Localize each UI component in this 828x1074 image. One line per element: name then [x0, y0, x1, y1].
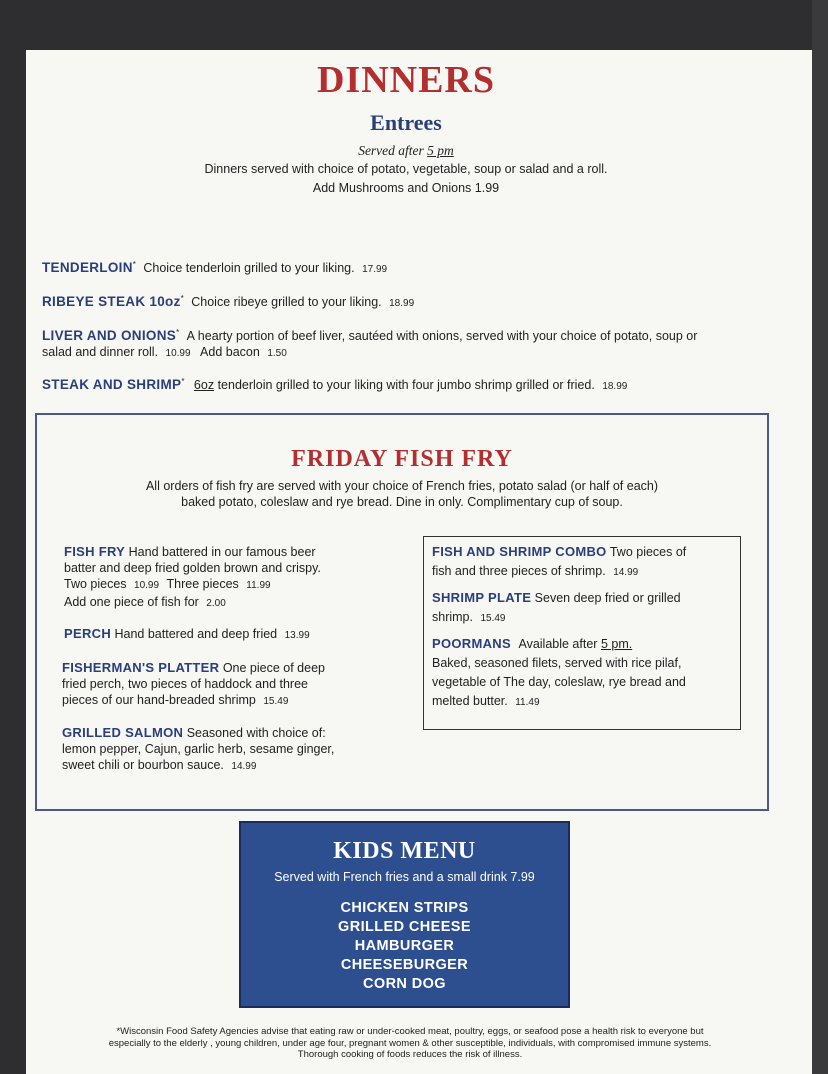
- entree-extra: Add bacon: [200, 345, 260, 360]
- item-desc: Seasoned with choice of:: [186, 726, 326, 740]
- entree-name: RIBEYE STEAK 10oz: [42, 294, 181, 310]
- item-name: FISHERMAN'S PLATTER: [62, 660, 220, 675]
- fish-fry-item: [432, 634, 737, 712]
- item-desc: Hand battered and deep fried: [114, 627, 278, 641]
- item-desc: Available after: [518, 637, 598, 651]
- kids-menu-title: KIDS MENU: [333, 838, 476, 864]
- asterisk: *: [181, 377, 185, 386]
- entree-price: 17.99: [362, 264, 388, 276]
- entree-desc-cont: salad and dinner roll.: [42, 345, 159, 360]
- entree-name: TENDERLOIN: [42, 260, 133, 276]
- item-option: Three pieces: [166, 577, 239, 591]
- entree-name: STEAK AND SHRIMP: [42, 377, 182, 393]
- served-prefix: Served after: [358, 143, 428, 158]
- item-name: GRILLED SALMON: [62, 725, 184, 740]
- entree-desc: Choice tenderloin grilled to your liking.: [143, 261, 355, 276]
- item-desc: shrimp.: [432, 610, 473, 624]
- fish-fry-item: [64, 544, 414, 612]
- item-name: FISH FRY: [64, 544, 126, 559]
- fish-fry-item: [64, 626, 414, 644]
- item-desc: Two pieces of: [609, 545, 687, 559]
- kids-menu-list: [239, 899, 570, 994]
- item-name: PERCH: [64, 626, 112, 641]
- item-price: 11.99: [246, 580, 271, 591]
- item-desc-underlined: 5 pm.: [600, 637, 633, 651]
- item-price: 10.99: [134, 580, 160, 591]
- page-title: DINNERS: [316, 59, 496, 101]
- kids-item: GRILLED CHEESE: [338, 919, 471, 935]
- entree-item: [42, 291, 782, 312]
- kids-item: CORN DOG: [363, 976, 446, 992]
- item-price: 14.99: [231, 761, 257, 772]
- item-desc: One piece of deep: [222, 661, 325, 675]
- item-price: 14.99: [613, 567, 639, 578]
- entree-desc-underlined: 6oz: [193, 378, 215, 393]
- fish-fry-item: [432, 542, 737, 582]
- item-desc: pieces of our hand-breaded shrimp: [62, 693, 256, 707]
- food-safety-line-2: especially to the elderly , young children, under age four, pregnant women & other susceptible, individuals, with compromised immune systems.: [108, 1038, 712, 1049]
- fish-fry-intro-1: All orders of fish fry are served with your choice of French fries, potato salad (or half of each): [145, 479, 659, 493]
- item-price: 2.00: [206, 598, 226, 609]
- add-mushrooms-note: Add Mushrooms and Onions 1.99: [312, 181, 500, 195]
- served-time: 5 pm: [427, 143, 454, 158]
- entree-desc: tenderloin grilled to your liking with four jumbo shrimp grilled or fried.: [217, 378, 595, 393]
- asterisk: *: [132, 260, 136, 269]
- food-safety-line-1: *Wisconsin Food Safety Agencies advise that eating raw or under-cooked meat, poultry, eggs, or seafood pose a health risk to everyone but: [116, 1026, 704, 1037]
- item-desc: sweet chili or bourbon sauce.: [62, 758, 224, 772]
- item-desc: Hand battered in our famous beer: [128, 545, 316, 559]
- dinner-sides-note: Dinners served with choice of potato, vegetable, soup or salad and a roll.: [204, 162, 608, 176]
- entree-desc: A hearty portion of beef liver, sautéed with onions, served with your choice of potato, soup or: [186, 329, 698, 344]
- kids-item: CHEESEBURGER: [340, 957, 469, 973]
- item-option: Add one piece of fish for: [64, 595, 199, 609]
- item-desc: fish and three pieces of shrimp.: [432, 564, 606, 578]
- item-price: 11.49: [515, 697, 540, 708]
- background-edge: [812, 0, 828, 1074]
- fish-fry-item: [62, 725, 412, 775]
- entree-desc: Choice ribeye grilled to your liking.: [191, 295, 382, 310]
- item-desc: batter and deep fried golden brown and crispy.: [64, 561, 321, 575]
- kids-item: HAMBURGER: [354, 938, 455, 954]
- entree-name: LIVER AND ONIONS: [42, 328, 177, 344]
- food-safety-line-3: Thorough cooking of foods reduces the risk of illness.: [297, 1049, 523, 1060]
- asterisk: *: [180, 294, 184, 303]
- item-desc: melted butter.: [432, 694, 508, 708]
- kids-item: CHICKEN STRIPS: [340, 900, 469, 916]
- item-option: Two pieces: [64, 577, 127, 591]
- entree-extra-price: 1.50: [267, 348, 287, 360]
- fish-fry-intro-2: baked potato, coleslaw and rye bread. Dine in only. Complimentary cup of soup.: [181, 495, 623, 509]
- item-desc: fried perch, two pieces of haddock and three: [62, 677, 308, 691]
- fish-fry-title: FRIDAY FISH FRY: [291, 446, 513, 472]
- item-desc: lemon pepper, Cajun, garlic herb, sesame ginger,: [62, 742, 335, 756]
- asterisk: *: [176, 328, 180, 337]
- entrees-heading: Entrees: [370, 110, 442, 135]
- item-desc: Seven deep fried or grilled: [534, 591, 681, 605]
- entree-price: 10.99: [165, 348, 191, 360]
- entree-item: [42, 325, 782, 362]
- item-price: 15.49: [480, 613, 506, 624]
- fish-fry-item: [62, 660, 412, 710]
- entree-item: [42, 257, 782, 278]
- kids-menu-subtitle: Served with French fries and a small drink 7.99: [274, 870, 535, 884]
- item-name: POORMANS: [432, 636, 511, 651]
- item-name: SHRIMP PLATE: [432, 590, 532, 605]
- item-name: FISH AND SHRIMP COMBO: [432, 544, 607, 559]
- served-after: [26, 143, 786, 159]
- fish-fry-item: [432, 588, 737, 628]
- entree-price: 18.99: [389, 298, 415, 310]
- entree-price: 18.99: [602, 381, 628, 393]
- item-desc: vegetable of The day, coleslaw, rye bread and: [432, 675, 686, 689]
- item-desc: Baked, seasoned filets, served with rice pilaf,: [432, 656, 682, 670]
- item-price: 13.99: [284, 630, 310, 641]
- entree-item: [42, 374, 782, 395]
- item-price: 15.49: [263, 696, 289, 707]
